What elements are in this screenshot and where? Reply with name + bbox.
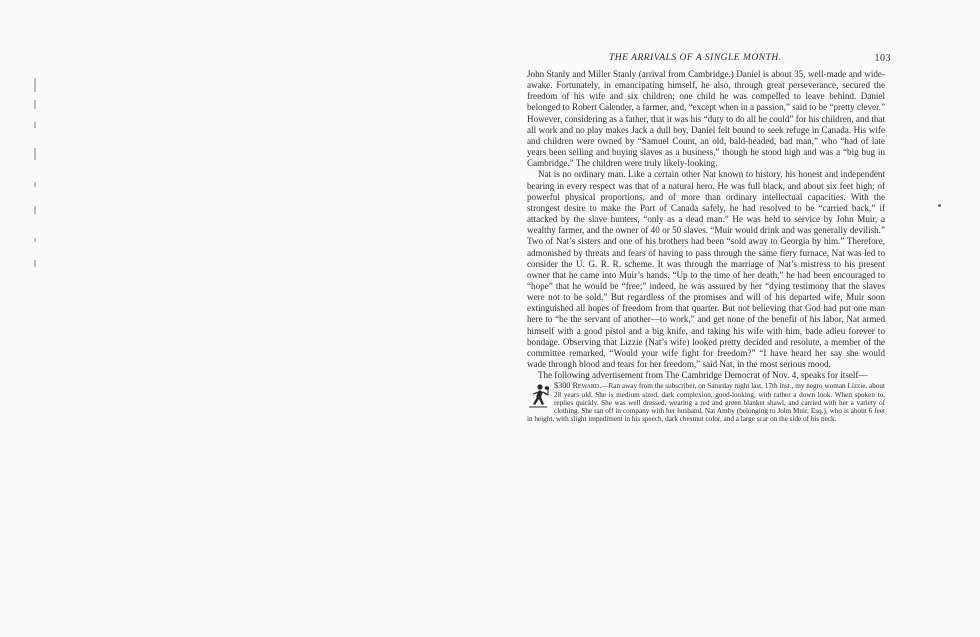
- page-number: 103: [874, 53, 891, 64]
- advertisement-text: —Ran away from the subscriber, on Saturday night last, 17th inst., my negro woman Lizzie, about 28 years old. She is medium sized, dark complexion, good-looking, with rather a down look. When spoken to, replies quickly. She was well dressed, wearing a red and green blanket shawl, and carried with her a variety of clothing. She ran off in company with her husband, Nat Amby (belonging to John Muir, Esq.), who is about 6 feet in height, with slight impediment in his speech, dark chestnut color, and a large scar on the side of his neck.: [527, 382, 885, 424]
- running-head-title: THE ARRIVALS OF A SINGLE MONTH.: [609, 53, 782, 63]
- stray-mark: [938, 204, 941, 207]
- right-page: [527, 53, 891, 424]
- runaway-advertisement: [527, 382, 885, 423]
- running-head: [527, 53, 891, 67]
- runaway-figure-icon: [527, 383, 549, 409]
- paragraph: The following advertisement from The Cambridge Democrat of Nov. 4, speaks for itself—: [538, 370, 868, 381]
- left-page-margin-marks: [34, 78, 48, 278]
- paragraph: John Stanly and Miller Stanly (arrival from Cambridge.) Daniel is about 35, well-made and wide-awake. Fortunately, in emancipating himself, he also, through great perseverance, secured the freedom of his wife and six children; one child he was compelled to leave behind. Daniel belonged to Robert Calender, a farmer, and, “except when in a passion,” said to be “pretty clever.” However, considering as a father, that it was his “duty to do all he could” for his children, and that all work and no play makes Jack a dull boy, Daniel felt bound to seek refuge in Canada. His wife and children were owned by “Samuel Count, an old, bald-headed, bad man,” who “had of late years been selling and buying slaves as a business,” though he stood high and was a “big bug in Cambridge.” The children were truly likely-looking.: [527, 69, 885, 169]
- page-body: [527, 69, 885, 381]
- advertisement-reward: $300 Reward.: [554, 381, 602, 391]
- paragraph: Nat is no ordinary man. Like a certain other Nat known to history, his honest and independent bearing in every respect was that of a natural hero. He was full black, and about six feet high; of powerful physical proportions, and of more than ordinary intellectual capacities. With the strongest desire to make the Port of Canada safely, he had resolved to be “carried back,” if attacked by the slave hunters, “only as a dead man.” He was held to service by John Muir, a wealthy farmer, and the owner of 40 or 50 slaves. “Muir would drink and was generally devilish.” Two of Nat’s sisters and one of his brothers had been “sold away to Georgia by him.” Therefore, admonished by threats and fears of having to pass through the same fiery furnace, Nat was led to consider the U. G. R. R. scheme. It was through the marriage of Nat’s mistress to his present owner that he came into Muir’s hands. “Up to the time of her death,” he had been encouraged to “hope” that he would be “free;” indeed, he was assured by her “dying testimony that the slaves were not to be sold.” But regardless of the promises and will of his departed wife, Muir soon extinguished all hopes of freedom from that quarter. But not believing that God had put one man here to “be the servant of another—to work,” and get none of the benefit of his labor, Nat armed himself with a good pistol and a big knife, and taking his wife with him, bade adieu forever to bondage. Observing that Lizzie (Nat’s wife) looked pretty decided and resolute, a member of the committee remarked, “Would your wife fight for freedom?” “I have heard her say she would wade through blood and tears for her freedom,” said Nat, in the most serious mood.: [527, 169, 885, 370]
